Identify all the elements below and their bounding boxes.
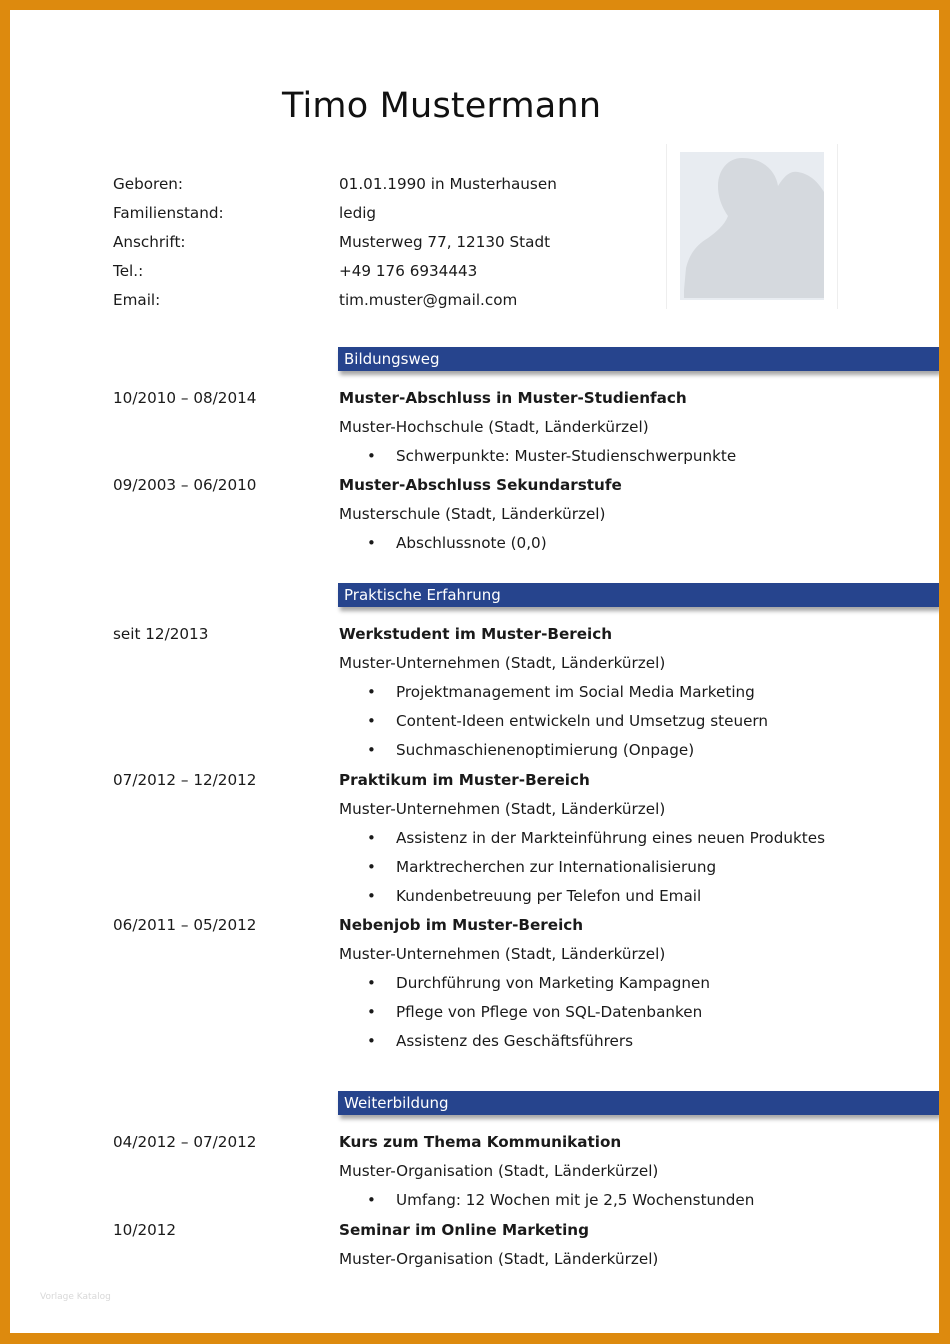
section-title: Weiterbildung [344,1094,449,1112]
entry-date: 10/2012 [113,1221,177,1239]
section-experience-bar [338,583,939,607]
entry-row [113,471,933,500]
bullet-icon: • [367,683,376,701]
entry-org-row [113,795,933,824]
bullet-icon: • [367,534,376,552]
list-item [113,882,933,911]
bullet-icon: • [367,1191,376,1209]
personal-label: Familienstand: [113,204,224,222]
bullet-text: Kundenbetreuung per Telefon und Email [396,887,702,905]
entry-title: Seminar im Online Marketing [339,1221,589,1239]
entry-title: Muster-Abschluss Sekundarstufe [339,476,622,494]
entry-row [113,1128,933,1157]
entry-org: Muster-Organisation (Stadt, Länderkürzel) [339,1162,659,1180]
list-item [113,853,933,882]
bullet-icon: • [367,974,376,992]
watermark: Vorlage Katalog [40,1292,111,1302]
bullet-text: Suchmaschienenoptimierung (Onpage) [396,741,695,759]
bullet-text: Schwerpunkte: Muster-Studienschwerpunkte [396,447,737,465]
list-item [113,969,933,998]
bullet-icon: • [367,1003,376,1021]
entry-org-row [113,1245,933,1274]
entry-org-row [113,940,933,969]
bullet-icon: • [367,829,376,847]
profile-photo-placeholder [680,152,824,300]
entry-title: Werkstudent im Muster-Bereich [339,625,613,643]
entry-row [113,620,933,649]
bullet-text: Content-Ideen entwickeln und Umsetzug steuern [396,712,769,730]
personal-value: +49 176 6934443 [339,262,478,280]
list-item [113,998,933,1027]
bullet-text: Assistenz des Geschäftsführers [396,1032,634,1050]
bullet-text: Umfang: 12 Wochen mit je 2,5 Wochenstunden [396,1191,755,1209]
personal-value: ledig [339,204,377,222]
entry-title: Kurs zum Thema Kommunikation [339,1133,622,1151]
personal-value: tim.muster@gmail.com [339,291,518,309]
list-item [113,1186,933,1215]
entry-org: Musterschule (Stadt, Länderkürzel) [339,505,606,523]
entry-title: Nebenjob im Muster-Bereich [339,916,584,934]
list-item [113,736,933,765]
entry-title: Muster-Abschluss in Muster-Studienfach [339,389,687,407]
section-title: Praktische Erfahrung [344,586,501,604]
entry-org-row [113,649,933,678]
entry-row [113,911,933,940]
personal-label: Anschrift: [113,233,186,251]
bullet-icon: • [367,712,376,730]
entry-date: 10/2010 – 08/2014 [113,389,257,407]
list-item [113,529,933,558]
entry-org-row [113,1157,933,1186]
personal-value: 01.01.1990 in Musterhausen [339,175,557,193]
cv-name: Timo Mustermann [282,86,602,126]
list-item [113,824,933,853]
bullet-icon: • [367,1032,376,1050]
personal-label: Email: [113,291,161,309]
section-training-bar [338,1091,939,1115]
entry-org: Muster-Unternehmen (Stadt, Länderkürzel) [339,945,666,963]
list-item [113,678,933,707]
entry-org: Muster-Unternehmen (Stadt, Länderkürzel) [339,800,666,818]
entry-title: Praktikum im Muster-Bereich [339,771,590,789]
bullet-icon: • [367,858,376,876]
entry-row [113,1216,933,1245]
bullet-text: Abschlussnote (0,0) [396,534,547,552]
entry-date: seit 12/2013 [113,625,209,643]
entry-org: Muster-Organisation (Stadt, Länderkürzel) [339,1250,659,1268]
entry-org: Muster-Hochschule (Stadt, Länderkürzel) [339,418,649,436]
photo-frame [666,144,838,309]
section-education-bar [338,347,939,371]
entry-date: 09/2003 – 06/2010 [113,476,257,494]
entry-org-row [113,500,933,529]
bullet-text: Projektmanagement im Social Media Marketing [396,683,755,701]
section-title: Bildungsweg [344,350,440,368]
bullet-text: Assistenz in der Markteinführung eines neuen Produktes [396,829,825,847]
personal-label: Geboren: [113,175,184,193]
bullet-icon: • [367,887,376,905]
entry-org: Muster-Unternehmen (Stadt, Länderkürzel) [339,654,666,672]
entry-date: 04/2012 – 07/2012 [113,1133,257,1151]
entry-date: 07/2012 – 12/2012 [113,771,257,789]
entry-date: 06/2011 – 05/2012 [113,916,257,934]
list-item [113,442,933,471]
list-item [113,707,933,736]
cv-page [10,10,939,1333]
entry-row [113,384,933,413]
personal-value: Musterweg 77, 12130 Stadt [339,233,551,251]
entry-org-row [113,413,933,442]
bullet-icon: • [367,741,376,759]
entry-row [113,766,933,795]
bullet-text: Marktrecherchen zur Internationalisierung [396,858,717,876]
list-item [113,1027,933,1056]
person-silhouette-icon [680,152,824,300]
bullet-text: Durchführung von Marketing Kampagnen [396,974,710,992]
bullet-text: Pflege von Pflege von SQL-Datenbanken [396,1003,703,1021]
personal-label: Tel.: [113,262,144,280]
bullet-icon: • [367,447,376,465]
